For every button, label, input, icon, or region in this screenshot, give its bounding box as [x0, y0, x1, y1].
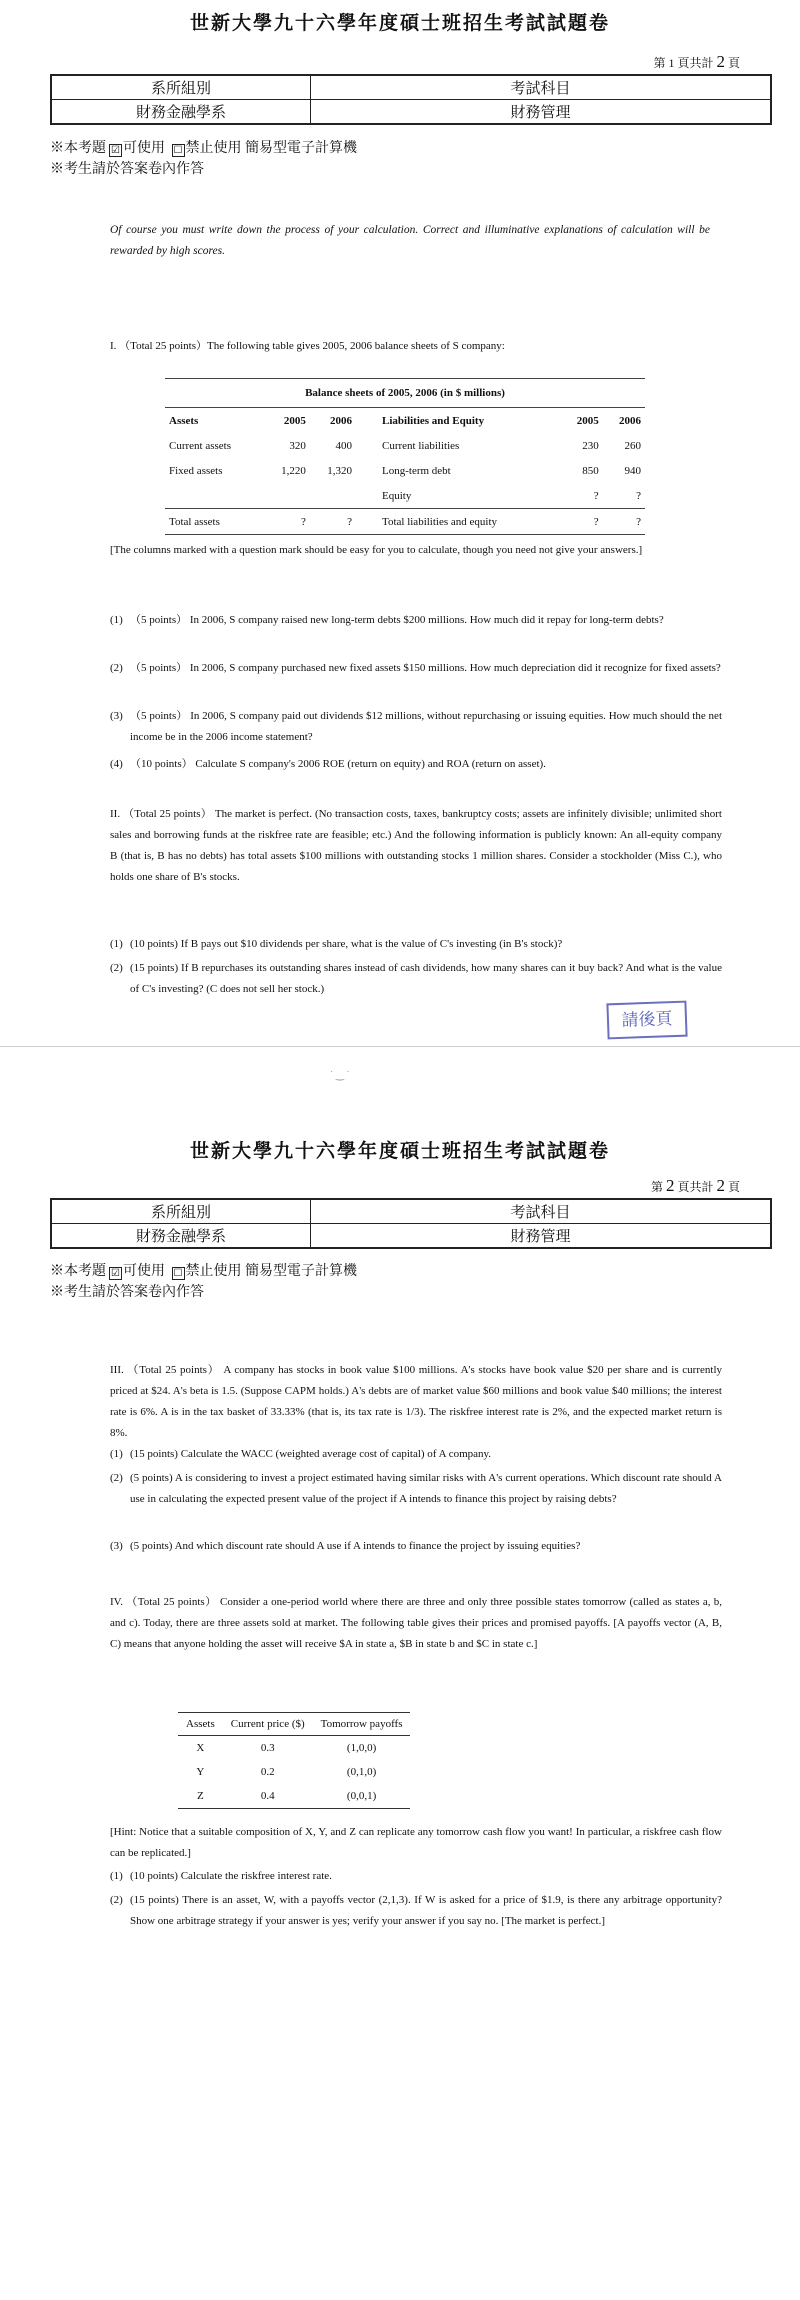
q1-part-2: (2) （5 points） In 2006, S company purchased new fixed assets $150 millions. How much depreciation did it recognize for fixed assets? [110, 662, 721, 674]
subject-value: 財務管理 [311, 1224, 772, 1249]
table-header: 2006 [619, 414, 641, 427]
q3-part-1: (1) (15 points) Calculate the WACC (weighted average cost of capital) of A company. [110, 1448, 492, 1460]
subject-label: 考試科目 [311, 1199, 772, 1224]
q2-part-2: (2) (15 points) If B repurchases its outstanding shares instead of cash dividends, how many shares can it buy back? And what is the value of C's investing? (C does not sell her stock.) [110, 962, 722, 995]
balance-sheet-table [165, 378, 645, 535]
q2-text: II. （Total 25 points） The market is perfect. (No transaction costs, taxes, bankruptcy costs; assets are infinitely divisible; unlimited short sales and borrowing funds at the riskfree rate are feasible; etc.) And the following information is publicly known: An all-equity company B (that is, B has no debts) has total assets $100 millions with outstanding stocks 1 million shares. Consider a stockholder (Miss C.), who holds one share of B's stocks. [110, 808, 722, 883]
allowed-checkbox: ☑ [109, 144, 122, 157]
table-header: Assets [178, 1713, 223, 1736]
exam-header-table [50, 1198, 772, 1249]
q1-part-4: (4) （10 points） Calculate S company's 2006 ROE (return on equity) and ROA (return on asset). [110, 758, 546, 770]
table-header: Assets [169, 414, 199, 427]
table-header: Liabilities and Equity [382, 414, 485, 427]
q3-text: III. （Total 25 points） A company has stocks in book value $100 millions. A's stocks have book value $20 per share and is currently priced at $24. A's beta is 1.5. (Suppose CAPM holds.) A's debts are of market value $60 millions and book value $40 millions; the interest rate is 6%. A is in the tax basket of 33.33% (that is, its tax rate is 1/3). The riskfree interest rate is 2%, and the expected market return is 8%. [110, 1364, 722, 1439]
allowed-checkbox: ☑ [109, 1267, 122, 1280]
divider [0, 1046, 800, 1047]
exam-title: 世新大學九十六學年度碩士班招生考試試題卷 [189, 1141, 610, 1162]
page-number: 第 2 頁共計 2 頁 [650, 1176, 740, 1195]
q1-heading: I. （Total 25 points）The following table gives 2005, 2006 balance sheets of S company: [110, 340, 505, 352]
table-header: 2005 [576, 414, 599, 427]
table-row: Z 0.4 (0,0,1) [197, 1790, 377, 1802]
dept-value: 財務金融學系 [51, 1224, 311, 1249]
payoff-table [178, 1712, 410, 1809]
page-number: 第 1 頁共計 2 頁 [653, 52, 740, 71]
forbidden-checkbox: ☐ [172, 144, 185, 157]
q3-part-3: (3) (5 points) And which discount rate should A use if A intends to finance the project by issuing equities? [110, 1540, 581, 1552]
q2-part-1: (1) (10 points) If B pays out $10 dividends per share, what is the value of C's investing (in B's stock)? [110, 938, 563, 950]
subject-value: 財務管理 [311, 100, 772, 125]
exam-page-2 [0, 1120, 800, 2300]
table-caption: Balance sheets of 2005, 2006 (in $ millions) [165, 379, 645, 408]
dept-value: 財務金融學系 [51, 100, 311, 125]
q1-part-1: (1) （5 points） In 2006, S company raised new long-term debts $200 millions. How much did it repay for long-term debts? [110, 614, 664, 626]
table-total-row: Total assets ? ? Total liabilities and equity ? ? [165, 509, 645, 535]
q1-part-3: (3) （5 points） In 2006, S company paid out dividends $12 millions, without repurchasing or issuing equities. How much should the net income be in the 2006 income statement? [110, 710, 722, 743]
table-row: X 0.3 (1,0,0) [196, 1742, 377, 1754]
scan-specks: ˙ ‿ ˙ [330, 1070, 350, 1081]
table-row: Current assets 320 400 Current liabilities 230 260 [169, 439, 641, 452]
table-header: Tomorrow payoffs [313, 1713, 411, 1736]
q4-hint: [Hint: Notice that a suitable composition of X, Y, and Z can replicate any tomorrow cash flow you want! In particular, a riskfree cash flow can be replicated.] [110, 1826, 722, 1859]
intro-instructions: Of course you must write down the process of your calculation. Correct and illuminative explanations of calculation will be rewarded by high scores. [110, 224, 710, 257]
q4-part-1: (1) (10 points) Calculate the riskfree interest rate. [110, 1870, 332, 1882]
q4-text: IV. （Total 25 points） Consider a one-period world where there are three and only three possible states tomorrow (called as states a, b, and c). Today, there are three assets sold at market. The following table gives their prices and promised payoffs. [A payoffs vector (A, B, C) means that anyone holding the asset will receive $A in state a, $B in state b and $C in state c.] [110, 1596, 722, 1650]
q1-note: [The columns marked with a question mark should be easy for you to calculate, though you need not give your answers.] [110, 544, 643, 556]
table-header: Current price ($) [223, 1713, 313, 1736]
table-header: 2005 [283, 414, 306, 427]
exam-page-1 [0, 0, 800, 1040]
table-header: 2006 [330, 414, 352, 427]
continue-stamp: 請後頁 [606, 1001, 687, 1040]
exam-header-table [50, 74, 772, 125]
q3-part-2: (2) (5 points) A is considering to invest a project estimated having similar risks with A's current operations. Which discount rate should A use in calculating the expected present value of the project if A intends to finance this project by raising debts? [110, 1472, 722, 1505]
exam-title: 世新大學九十六學年度碩士班招生考試試題卷 [189, 13, 610, 34]
table-row: Fixed assets 1,220 1,320 Long-term debt 850 940 [169, 464, 641, 477]
dept-label: 系所組別 [51, 75, 311, 100]
calculator-note: ※本考題 ☑ 可使用 ☐ 禁止使用 簡易型電子計算機 [50, 141, 357, 156]
answer-note: ※考生請於答案卷內作答 [50, 162, 204, 177]
page-separator [0, 1040, 800, 1120]
table-row: Equity ? ? [382, 489, 641, 502]
forbidden-checkbox: ☐ [172, 1267, 185, 1280]
subject-label: 考試科目 [311, 75, 772, 100]
calculator-note: ※本考題 ☑ 可使用 ☐ 禁止使用 簡易型電子計算機 [50, 1264, 357, 1279]
q4-part-2: (2) (15 points) There is an asset, W, with a payoffs vector (2,1,3). If W is asked for a price of $1.9, is there any arbitrage opportunity? Show one arbitrage strategy if your answer is yes; verify your answer if you say no. [The market is perfect.] [110, 1894, 722, 1927]
dept-label: 系所組別 [51, 1199, 311, 1224]
answer-note: ※考生請於答案卷內作答 [50, 1285, 204, 1300]
table-row: Y 0.2 (0,1,0) [196, 1766, 377, 1778]
